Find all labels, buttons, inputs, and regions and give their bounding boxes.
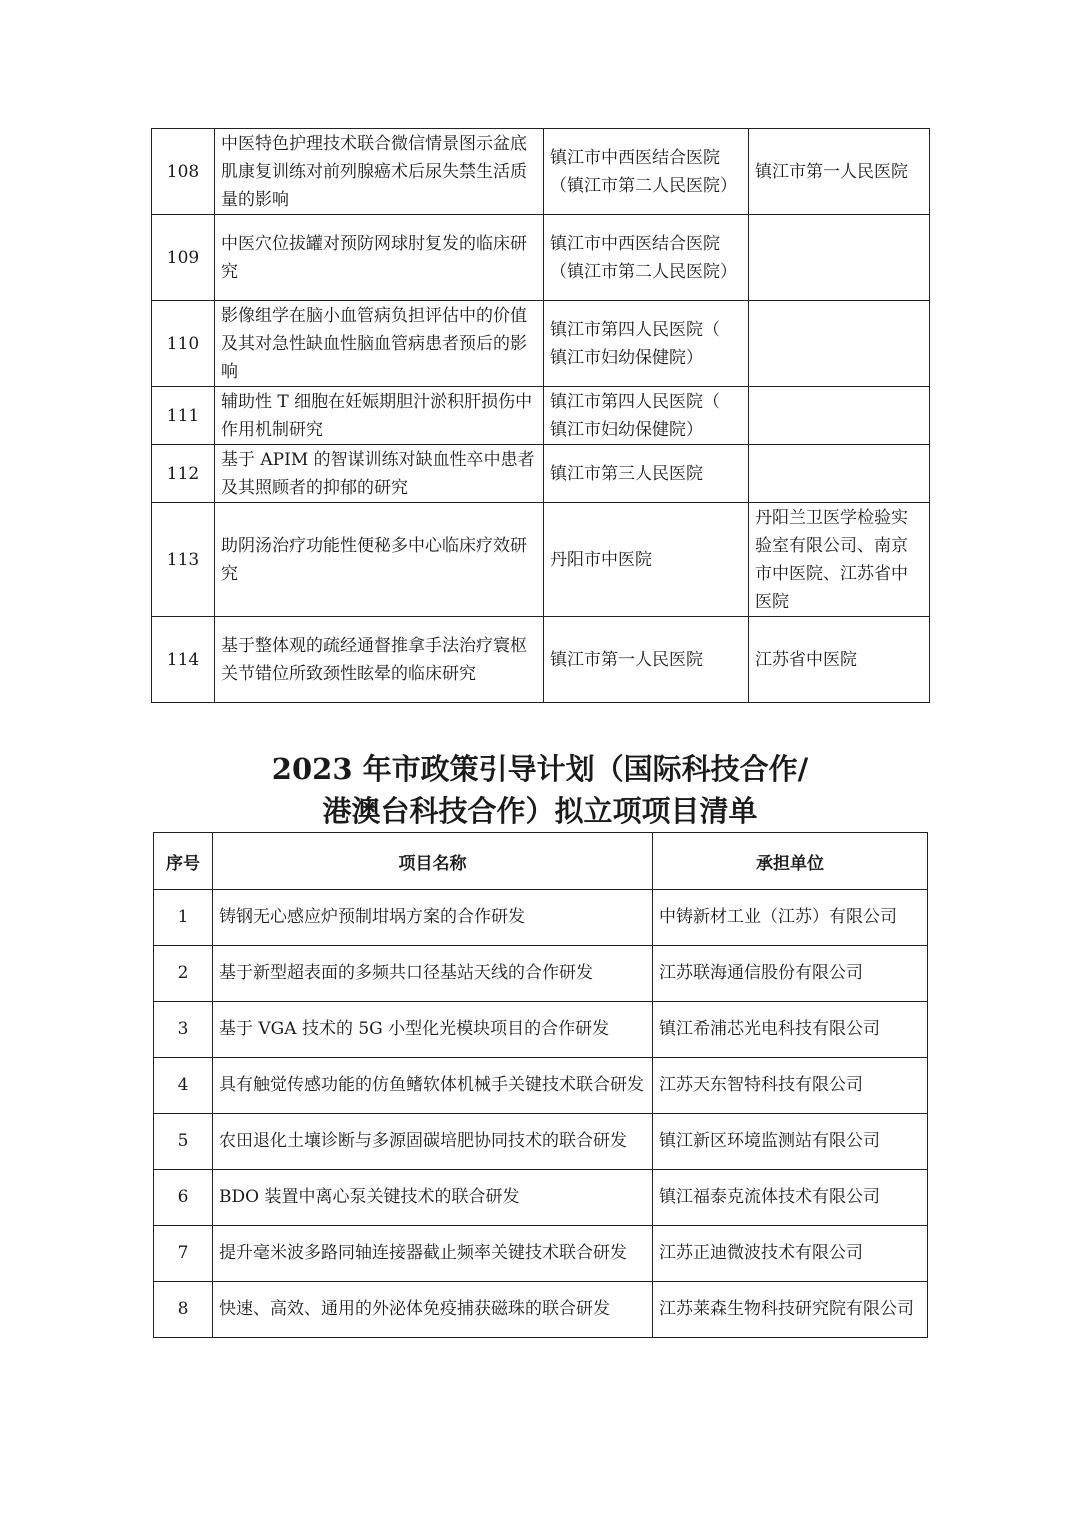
row-number: 6	[154, 1170, 213, 1226]
project-name: 铸钢无心感应炉预制坩埚方案的合作研发	[213, 890, 653, 946]
project-name: BDO 装置中离心泵关键技术的联合研发	[213, 1170, 653, 1226]
project-name: 农田退化土壤诊断与多源固碳培肥协同技术的联合研发	[213, 1114, 653, 1170]
lead-unit: 镇江市第三人民医院	[544, 445, 749, 503]
lead-unit: 江苏天东智特科技有限公司	[653, 1058, 928, 1114]
lead-unit: 镇江希浦芯光电科技有限公司	[653, 1002, 928, 1058]
lead-unit: 中铸新材工业（江苏）有限公司	[653, 890, 928, 946]
lead-unit: 江苏正迪微波技术有限公司	[653, 1226, 928, 1282]
lead-unit: 江苏莱森生物科技研究院有限公司	[653, 1282, 928, 1338]
project-table-continued	[151, 128, 930, 703]
project-name: 具有触觉传感功能的仿鱼鳍软体机械手关键技术联合研发	[213, 1058, 653, 1114]
lead-unit: 镇江市第一人民医院	[544, 617, 749, 703]
row-number: 114	[152, 617, 215, 703]
project-name: 基于新型超表面的多频共口径基站天线的合作研发	[213, 946, 653, 1002]
project-name: 辅助性 T 细胞在妊娠期胆汁淤积肝损伤中作用机制研究	[215, 387, 544, 445]
cooperation-project-table	[153, 832, 928, 1338]
lead-unit: 丹阳市中医院	[544, 503, 749, 617]
row-number: 3	[154, 1002, 213, 1058]
list-title	[0, 748, 1080, 832]
row-number: 2	[154, 946, 213, 1002]
row-number: 7	[154, 1226, 213, 1282]
header-project-name: 项目名称	[213, 833, 653, 890]
table-row	[154, 1226, 928, 1282]
row-number: 4	[154, 1058, 213, 1114]
partner-unit	[749, 215, 930, 301]
row-number: 113	[152, 503, 215, 617]
row-number: 110	[152, 301, 215, 387]
row-number: 1	[154, 890, 213, 946]
table-row	[152, 301, 930, 387]
table-row	[152, 445, 930, 503]
table-row	[154, 1282, 928, 1338]
row-number: 109	[152, 215, 215, 301]
partner-unit	[749, 301, 930, 387]
table-row	[154, 1114, 928, 1170]
row-number: 112	[152, 445, 215, 503]
lead-unit: 镇江市第四人民医院（ 镇江市妇幼保健院）	[544, 387, 749, 445]
table-row	[152, 387, 930, 445]
lead-unit: 镇江市中西医结合医院（镇江市第二人民医院）	[544, 129, 749, 215]
row-number: 111	[152, 387, 215, 445]
table-row	[152, 215, 930, 301]
list-title-line-1: 2023 年市政策引导计划（国际科技合作/	[271, 752, 809, 786]
list-title-line-2: 港澳台科技合作）拟立项项目清单	[322, 794, 758, 828]
lead-unit: 江苏联海通信股份有限公司	[653, 946, 928, 1002]
lead-unit: 镇江福泰克流体技术有限公司	[653, 1170, 928, 1226]
table-row	[152, 129, 930, 215]
partner-unit: 江苏省中医院	[749, 617, 930, 703]
lead-unit: 镇江新区环境监测站有限公司	[653, 1114, 928, 1170]
table-row	[154, 1170, 928, 1226]
table-row	[152, 503, 930, 617]
row-number: 108	[152, 129, 215, 215]
partner-unit	[749, 445, 930, 503]
project-name: 影像组学在脑小血管病负担评估中的价值及其对急性缺血性脑血管病患者预后的影响	[215, 301, 544, 387]
table-row	[152, 617, 930, 703]
table-row	[154, 946, 928, 1002]
partner-unit	[749, 387, 930, 445]
project-name: 基于 VGA 技术的 5G 小型化光模块项目的合作研发	[213, 1002, 653, 1058]
project-name: 助阴汤治疗功能性便秘多中心临床疗效研究	[215, 503, 544, 617]
project-name: 提升毫米波多路同轴连接器截止频率关键技术联合研发	[213, 1226, 653, 1282]
lead-unit: 镇江市中西医结合医院（镇江市第二人民医院）	[544, 215, 749, 301]
table-row	[154, 1002, 928, 1058]
partner-unit: 镇江市第一人民医院	[749, 129, 930, 215]
project-name: 快速、高效、通用的外泌体免疫捕获磁珠的联合研发	[213, 1282, 653, 1338]
project-name: 中医特色护理技术联合微信情景图示盆底肌康复训练对前列腺癌术后尿失禁生活质量的影响	[215, 129, 544, 215]
row-number: 5	[154, 1114, 213, 1170]
header-unit: 承担单位	[653, 833, 928, 890]
header-number: 序号	[154, 833, 213, 890]
table-header-row	[154, 833, 928, 890]
project-name: 中医穴位拔罐对预防网球肘复发的临床研究	[215, 215, 544, 301]
row-number: 8	[154, 1282, 213, 1338]
table-row	[154, 890, 928, 946]
project-name: 基于整体观的疏经通督推拿手法治疗寰枢关节错位所致颈性眩晕的临床研究	[215, 617, 544, 703]
lead-unit: 镇江市第四人民医院（ 镇江市妇幼保健院）	[544, 301, 749, 387]
project-name: 基于 APIM 的智谋训练对缺血性卒中患者及其照顾者的抑郁的研究	[215, 445, 544, 503]
table-row	[154, 1058, 928, 1114]
partner-unit: 丹阳兰卫医学检验实验室有限公司、南京市中医院、江苏省中医院	[749, 503, 930, 617]
